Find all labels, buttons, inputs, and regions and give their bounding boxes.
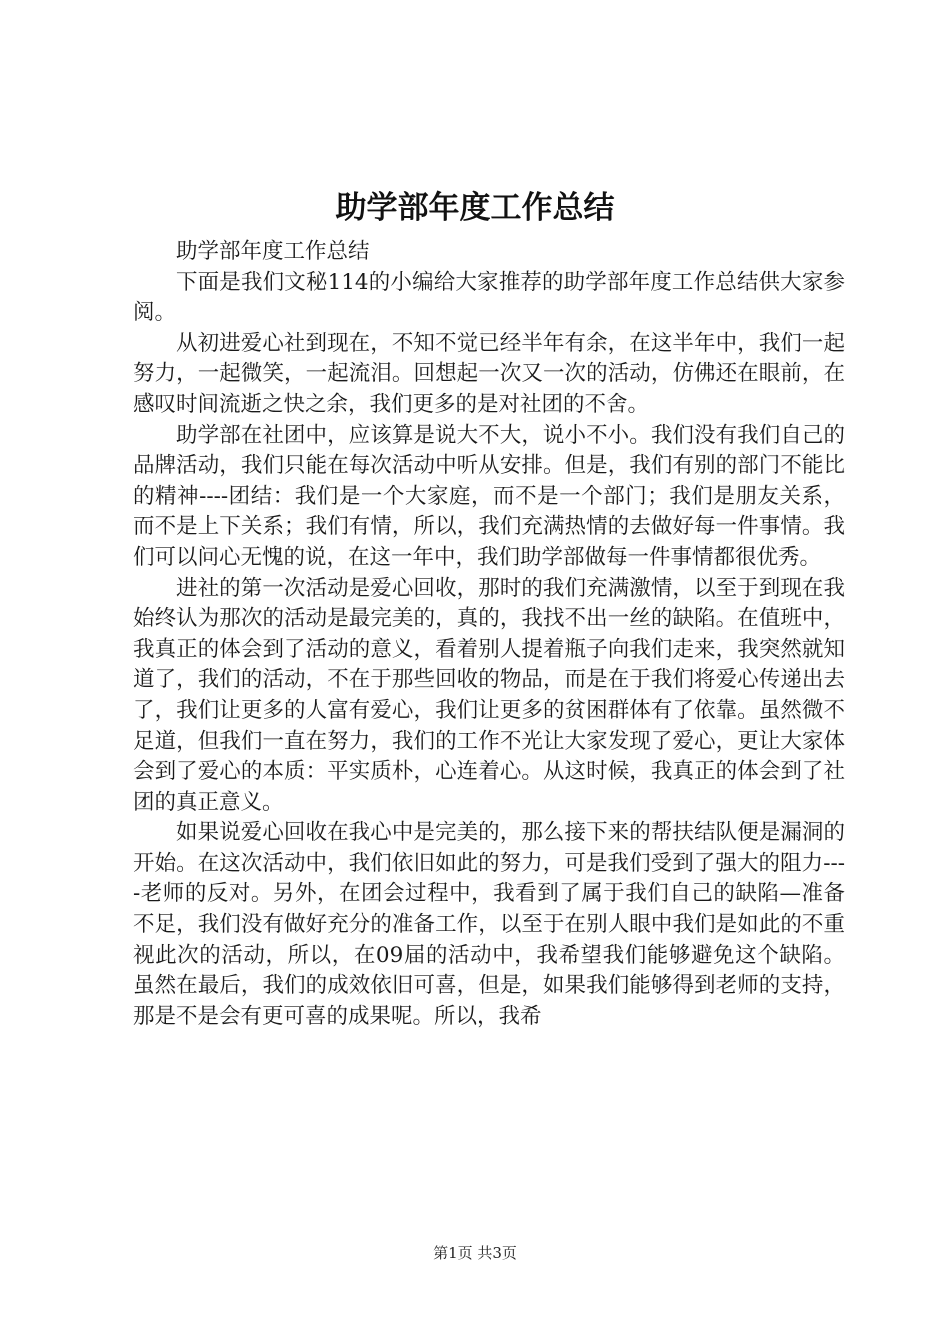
page-number-footer: 第1页 共3页: [433, 1244, 517, 1262]
paragraph: 进社的第一次活动是爱心回收，那时的我们充满激情，以至于到现在我始终认为那次的活动是最完美的，真的，我找不出一丝的缺陷。在值班中，我真正的体会到了活动的意义，看着别人提着瓶子向我们走来，我突然就知道了，我们的活动，不在于那些回收的物品，而是在于我们将爱心传递出去了，我们让更多的人富有爱心，我们让更多的贫困群体有了依靠。虽然微不足道，但我们一直在努力，我们的工作不光让大家发现了爱心，更让大家体会到了爱心的本质：平实质朴，心连着心。从这时候，我真正的体会到了社团的真正意义。: [133, 575, 845, 815]
document-title: 助学部年度工作总结: [335, 190, 615, 226]
document-body: [133, 237, 845, 1032]
paragraph-subtitle: 助学部年度工作总结: [176, 239, 370, 264]
paragraph: 如果说爱心回收在我心中是完美的，那么接下来的帮扶结队便是漏洞的开始。在这次活动中，我们依旧如此的努力，可是我们受到了强大的阻力----老师的反对。另外，在团会过程中，我看到了属于我们自己的缺陷—准备不足，我们没有做好充分的准备工作，以至于在别人眼中我们是如此的不重视此次的活动，所以，在09届的活动中，我希望我们能够避免这个缺陷。虽然在最后，我们的成效依旧可喜，但是，如果我们能够得到老师的支持，那是不是会有更可喜的成果呢。所以，我希: [133, 820, 845, 1029]
paragraph: 助学部在社团中，应该算是说大不大，说小不小。我们没有我们自己的品牌活动，我们只能在每次活动中听从安排。但是，我们有别的部门不能比的精神----团结：我们是一个大家庭，而不是一个部门；我们是朋友关系，而不是上下关系；我们有情，所以，我们充满热情的去做好每一件事情。我们可以问心无愧的说，在这一年中，我们助学部做每一件事情都很优秀。: [133, 422, 845, 570]
paragraph-intro: 下面是我们文秘114的小编给大家推荐的助学部年度工作总结供大家参阅。: [133, 269, 845, 326]
paragraph: 从初进爱心社到现在，不知不觉已经半年有余，在这半年中，我们一起努力，一起微笑，一起流泪。回想起一次又一次的活动，仿佛还在眼前，在感叹时间流逝之快之余，我们更多的是对社团的不舍。: [133, 330, 845, 417]
